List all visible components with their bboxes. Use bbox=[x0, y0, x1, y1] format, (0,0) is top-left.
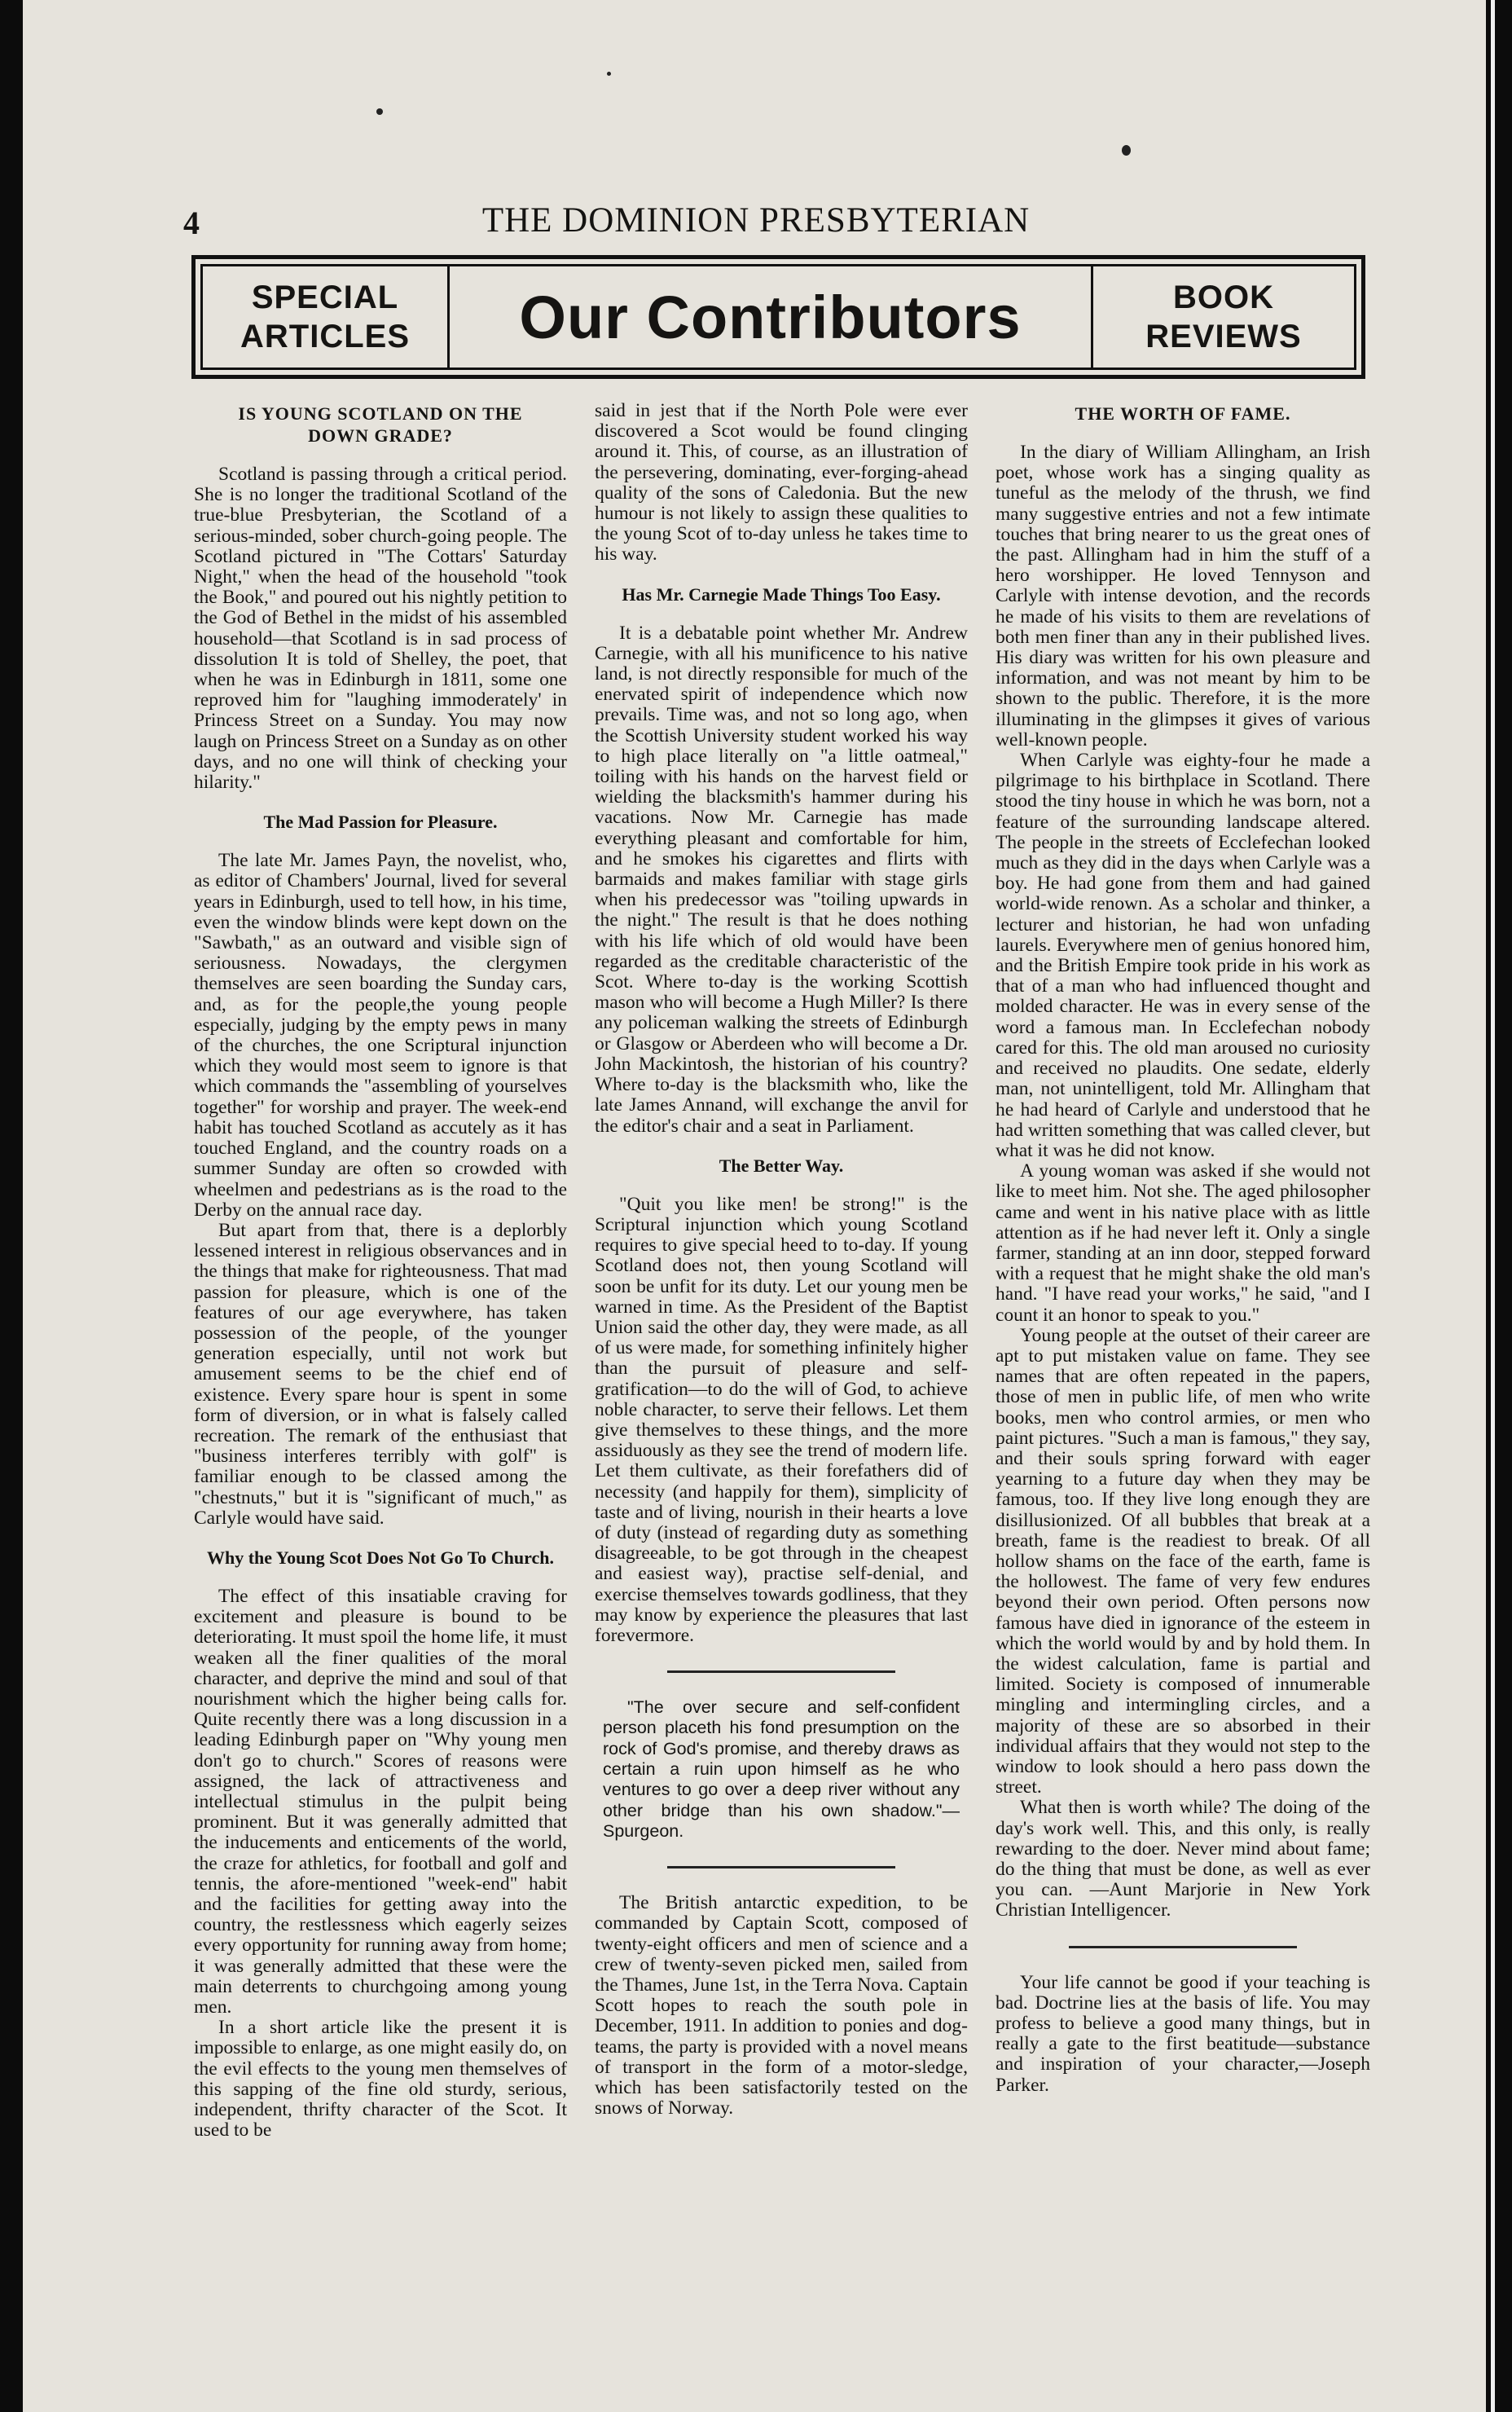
column-right bbox=[996, 401, 1370, 2096]
paragraph: Young people at the outset of their career are apt to put mistaken value on fame. They see names that are often repeated in the papers, those of men in public life, of men who write books, men who control armies, or men who paint pictures. "Such a man is famous," they say, and their souls spring forward with eager yearning to a future day when they may be famous, too. If they live long enough they are disillusionized. Of all bubbles that break at a breath, fame is the readiest to break. Of all hollow shams on the face of the earth, fame is the hollowest. The fame of very few endures beyond their own period. Often persons now famous have died in ignorance of the esteem in which the world would by and by hold them. In the widest calculation, fame is partial and limited. Society is composed of innumerable mingling and intermingling circles, and a majority of these are so absorbed in their individual affairs that they would not step to the window to look should a hero pass down the street. bbox=[996, 1324, 1370, 1798]
divider-rule bbox=[667, 1670, 895, 1673]
paragraph: A young woman was asked if she would not like to meet him. Not she. The aged philosopher came and went in his native place with as little attention as if he had never left it. Only a single farmer, standing at an inn door, stepped forward with a request that he might shake the old man's hand. "I have read your works," he said, "and I count it an honor to speak to you." bbox=[996, 1160, 1370, 1326]
article-title: IS YOUNG SCOTLAND ON THE DOWN GRADE? bbox=[238, 403, 523, 446]
subheading: The Mad Passion for Pleasure. bbox=[263, 812, 498, 833]
paragraph: The British antarctic expedition, to be commanded by Captain Scott, composed of twenty-eight officers and men of science and a crew of twenty-seven picked men, sailed from the Thames, June 1st, in the Terra Nova. Captain Scott hopes to reach the south pole in December, 1911. In addition to ponies and dog-teams, the party is provided with a novel means of transport in the form of a motor-sledge, which has been satisfactorily tested on the snows of Norway. bbox=[595, 1892, 968, 2119]
subheading: The Better Way. bbox=[719, 1155, 844, 1176]
section-header-box bbox=[191, 255, 1365, 379]
article-title: THE WORTH OF FAME. bbox=[1075, 403, 1291, 424]
section-title: Our Contributors bbox=[519, 283, 1022, 351]
paragraph: The late Mr. James Payn, the novelist, who, as editor of Chambers' Journal, lived for several years in Edinburgh, used to tell how, in his time, even the window blinds were kept down on the "Sawbath," as an outward and visible sign of seriousness. Nowadays, the clergymen themselves are seen boarding the Sunday cars, and, as for the people,the young people especially, judging by the empty pews in many of the churches, the one Scriptural injunction which they would most seem to ignore is that which commands the "assembling of yourselves together" for worship and prayer. The week-end habit has touched Scotland as accutely as it has touched England, and the country roads on a summer Sunday are often so crowded with wheelmen and pedestrians as is the road to the Derby on the annual race day. bbox=[194, 850, 567, 1221]
column-left bbox=[194, 401, 567, 2141]
paragraph: Your life cannot be good if your teaching is bad. Doctrine lies at the basis of life. You may profess to believe a good many things, but in really a gate to the first beatitude—substance and inspiration of your character,—Joseph Parker. bbox=[996, 1971, 1370, 2096]
subheading: Why the Young Scot Does Not Go To Church. bbox=[206, 1547, 554, 1568]
paragraph: When Carlyle was eighty-four he made a pilgrimage to his birthplace in Scotland. There stood the tiny house in which he was born, not a feature of the surrounding landscape altered. The people in the streets of Ecclefechan looked much as they did in the days when Carlyle was a boy. He had gone from them and had gained world-wide renown. As a scholar and thinker, a lecturer and historian, he had won unfading laurels. Everywhere men of genius honored him, and the British Empire took pride in his work as that of a man who had influenced thought and molded character. He was in every sense of the word a famous man. In Ecclefechan nobody cared for this. The old man aroused no curiosity and received no plaudits. One sedate, elderly man, not unintelligent, told Mr. Allingham that he had heard of Carlyle and understood that he had written something that was called clever, but what it was he did not know. bbox=[996, 750, 1370, 1161]
page-number: 4 bbox=[183, 205, 200, 241]
scan-speck bbox=[607, 72, 611, 76]
paragraph: said in jest that if the North Pole were ever discovered a Scot would be found clinging around it. This, of course, as an illustration of the persevering, dominating, ever-forging-ahead quality of the sons of Caledonia. But the new humour is not likely to assign these qualities to the young Scot of to-day unless he takes time to his way. bbox=[595, 400, 968, 566]
left-scan-border bbox=[0, 0, 23, 2412]
paragraph: It is a debatable point whether Mr. Andrew Carnegie, with all his munificence to his native land, is not directly responsible for much of the enervated spirit of independence which now prevails. Time was, and not so long ago, when the Scottish University student worked his way to high place literally on "a little oatmeal," toiling with his hands on the harvest field or wielding the blacksmith's hammer during his vacations. Now Mr. Carnegie has made everything pleasant and comfortable for him, and he smokes his cigarettes and flirts with barmaids and makes familiar with stage girls when his predecessor was "toiling upwards in the night." The result is that he does nothing with his life which of old would have been regarded as the creditable characteristic of the Scot. Where to-day is the working Scottish mason who will become a Hugh Miller? Is there any policeman walking the streets of Edinburgh or Glasgow or Aberdeen who will become a Dr. John Mackintosh, the historian of his country? Where to-day is the blacksmith who, like the late James Annand, will exchange the anvil for the editor's chair and a seat in Parliament. bbox=[595, 622, 968, 1137]
book-reviews-label: BOOK REVIEWS bbox=[1091, 266, 1354, 368]
paragraph: Scotland is passing through a critical period. She is no longer the traditional Scotland of the true-blue Presbyterian, the Scotland of a serious-minded, sober church-going people. The Scotland pictured in "The Cottars' Saturday Night," when the head of the household "took the Book," and poured out his nightly petition to the God of Bethel in the midst of his assembled household—that Scotland is in sad process of dissolution It is told of Shelley, the poet, that when he was in Edinburgh in 1811, some one reproved him for "laughing immoderately' in Princess Street on a Sunday. You may now laugh on Princess Street on a Sunday as on other days, and no one will think of checking your hilarity." bbox=[194, 464, 567, 794]
divider-rule bbox=[1069, 1946, 1297, 1948]
paragraph: "Quit you like men! be strong!" is the Scriptural injunction which young Scotland requires to give special heed to to-day. If young Scotland does not, then young Scotland will soon be unfit for its duty. Let our young men be warned in time. As the President of the Baptist Union said the other day, they were made, as all of us were made, for something infinitely higher than the pursuit of pleasure and self-gratification—to do the will of God, to achieve noble character, to serve their fellows. Let them give themselves to these things, and the more assiduously as they see the trend of modern life. Let them cultivate, as their forefathers did of necessity (and happily for them), simplicity of taste and of living, nourish in their hearts a love of duty (instead of regarding duty as something disagreeable, to be got through in the cheapest and easiest way), practise self-denial, and exercise themselves towards godliness, that they may know by experience the pleasures that last forevermore. bbox=[595, 1193, 968, 1646]
right-scan-border bbox=[1486, 0, 1512, 2412]
paragraph: In a short article like the present it is impossible to enlarge, as one might easily do, on the evil effects to the young men themselves of this sapping of the fine old sturdy, serious, independent, thrifty character of the Scot. It used to be bbox=[194, 2017, 567, 2141]
subheading: Has Mr. Carnegie Made Things Too Easy. bbox=[622, 583, 941, 605]
paragraph: But apart from that, there is a deplorbly lessened interest in religious observances and in the things that make for righteousness. That mad passion for pleasure, which is one of the features of our age everywhere, has taken possession of the people, of the younger generation especially, until not work but amusement seems to be the chief end of existence. Every spare hour is spent in some form of diversion, or in what is falsely called recreation. The remark of the enthusiast that "business interferes terribly with golf" is familiar enough to be classed among the "chestnuts," but it is "significant of much," as Carlyle would have said. bbox=[194, 1219, 567, 1529]
paragraph: In the diary of William Allingham, an Irish poet, whose work has a singing quality as tuneful as the melody of the thrush, we find many suggestive entries and not a few intimate touches that bring nearer to us the great ones of the past. Allingham had in him the stuff of a hero worshipper. He loved Tennyson and Carlyle with intense devotion, and the records he made of his visits to them are revelations of both men finer than any in their published lives. His diary was written for his own pleasure and information, and was not meant by him to be shown to the public. Therefore, it is the more illuminating in the glimpses it gives of various well-known people. bbox=[996, 442, 1370, 750]
paragraph: The effect of this insatiable craving for excitement and pleasure is bound to be deteriorating. It must spoil the home life, it must weaken all the finer qualities of the moral character, and deprive the mind and soul of that nourishment which the higher being calls for. Quite recently there was a long discussion in a leading Edinburgh paper on "Why young men don't go to church." Scores of reasons were assigned, the lack of attractiveness and intellectual stimulus in the pulpit being prominent. But it was generally admitted that the inducements and enticements of the world, the craze for athletics, for football and golf and tennis, the afore-mentioned "week-end" habit and the facilities for getting away into the country, the restlessness which eagerly seizes every opportunity for running away from home; it was generally admitted that these were the main deterrents to churchgoing among young men. bbox=[194, 1585, 567, 2018]
scan-speck bbox=[376, 108, 383, 115]
scan-speck bbox=[1122, 145, 1131, 156]
divider-rule bbox=[667, 1866, 895, 1868]
running-title: THE DOMINION PRESBYTERIAN bbox=[481, 201, 1031, 240]
paragraph: What then is worth while? The doing of the day's work well. This, and this only, is really rewarding to the doer. Never mind about fame; do the thing that must be done, as well as ever you can. —Aunt Marjorie in New York Christian Intelligencer. bbox=[996, 1797, 1370, 1921]
spurgeon-quote: "The over secure and self-confident person placeth his fond presumption on the rock of God's promise, and thereby draws as certain a ruin upon himself as he who ventures to go over a deep river without any other bridge than his own shadow."—Spurgeon. bbox=[603, 1697, 960, 1841]
special-articles-label: SPECIAL ARTICLES bbox=[203, 266, 450, 368]
column-middle bbox=[595, 401, 968, 2119]
